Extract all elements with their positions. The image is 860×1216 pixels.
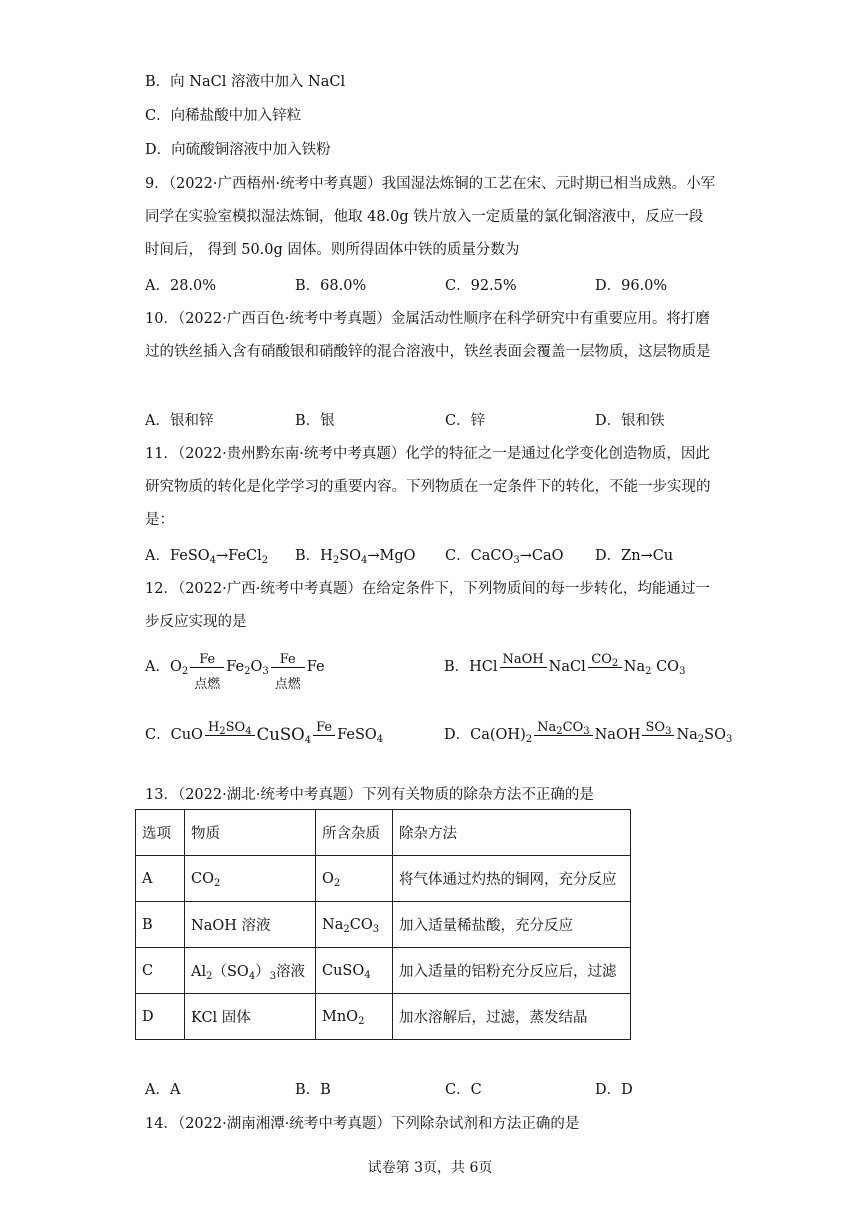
reaction-arrow: NaOH [500,652,547,677]
table-cell-method: 将气体通过灼热的铜网，充分反应 [393,856,631,902]
q12-option-c: C． CuO $H_2SO_4$ CuSO$_4$ Fe FeSO$_4$ [145,720,384,746]
table-cell-method: 加水溶解后，过滤，蒸发结晶 [393,994,631,1040]
table-cell-option: D [136,994,185,1040]
q13-option-d: D．D [595,1082,633,1098]
reaction-arrow: Fe 点燃 [190,652,224,677]
table-cell-option: B [136,902,185,948]
table-cell-impurity: $Na_2CO_3$ [316,902,393,948]
reaction-arrow: $Na_2CO_3$ [534,720,593,745]
table-cell-substance: $Al_2(SO_4)_3$溶液 [185,948,316,994]
q12-stem: 12．（2022·广西·统考中考真题）在给定条件下，下列物质间的每一步转化，均能通过一步反应实现的是 [145,581,710,630]
q12-option-a: A． $O_2$ Fe 点燃 $Fe_2O_3$ Fe 点燃 Fe [145,652,325,692]
q13-option-b: B．B [295,1082,331,1098]
q9-option-a: A．28.0% [145,278,217,294]
table-row [136,994,631,1040]
q13-stem: 13．（2022·湖北·统考中考真题）下列有关物质的除杂方法不正确的是 [145,787,594,803]
reaction-arrow: $CO_2$ [588,652,622,677]
table-cell-substance: NaOH 溶液 [185,902,316,948]
impurity-table [135,809,631,1040]
table-header-cell: 除杂方法 [393,810,631,856]
table-header-cell: 所含杂质 [316,810,393,856]
q10-option-b: B．银 [295,413,335,429]
table-cell-method: 加入适量稀盐酸，充分反应 [393,902,631,948]
table-header-cell: 选项 [136,810,185,856]
table-row [136,948,631,994]
reaction-arrow: $H_2SO_4$ [205,720,255,745]
q9-option-c: C．92.5% [445,278,517,294]
q10-stem: 10．（2022·广西百色·统考中考真题）金属活动性顺序在科学研究中有重要应用。将打磨过的铁丝插入含有硝酸银和硝酸锌的混合溶液中，铁丝表面会覆盖一层物质，这层物质是 [145,311,711,360]
page-footer: 试卷第 3页，共 6页 [367,1160,493,1176]
q11-option-d: D．Zn→Cu [595,548,674,564]
q8-option-d: D．向硫酸铜溶液中加入铁粉 [145,142,331,158]
table-cell-impurity: MnO$_2$ [316,994,393,1040]
q10-options [145,410,725,432]
q10-option-d: D．银和铁 [595,413,665,429]
reaction-arrow: Fe [313,720,335,745]
q9-option-d: D．96.0% [595,278,668,294]
reaction-arrow: Fe 点燃 [271,652,305,677]
q11-option-a: A．FeSO$_4$→FeCl$_2$ [145,548,269,566]
q14-stem: 14．（2022·湖南湘潭·统考中考真题）下列除杂试剂和方法正确的是 [145,1116,580,1132]
q9-option-b: B．68.0% [295,278,367,294]
q12-option-d: D． $Ca(OH)_2$ $Na_2CO_3$ NaOH $SO_3$ $Na_2SO_3$ [444,720,733,745]
q10-option-a: A．银和锌 [145,413,214,429]
table-cell-substance: KCl 固体 [185,994,316,1040]
table-cell-impurity: $O_2$ [316,856,393,902]
q8-option-b: B．向 NaCl 溶液中加入 NaCl [145,74,346,90]
q13-option-c: C．C [445,1082,482,1098]
table-row [136,856,631,902]
q13-options [145,1079,725,1101]
q13-option-a: A．A [145,1082,181,1098]
table-cell-impurity: CuSO$_4$ [316,948,393,994]
q9-stem: 9．（2022·广西梧州·统考中考真题）我国湿法炼铜的工艺在宋、元时期已相当成熟。小军同学在实验室模拟湿法炼铜，他取 48.0g 铁片放入一定质量的氯化铜溶液中，反应一段时间后， 得到 50.0g 固体。则所得固体中铁的质量分数为 [145,176,716,258]
table-cell-option: C [136,948,185,994]
reaction-arrow: $SO_3$ [642,720,674,745]
q12-option-b: B． HCl NaOH NaCl $CO_2$ $Na_2$ $CO_3$ [444,652,686,677]
table-cell-method: 加入适量的铝粉充分反应后，过滤 [393,948,631,994]
table-header-row [136,810,631,856]
table-header-cell: 物质 [185,810,316,856]
q11-stem: 11．（2022·贵州黔东南·统考中考真题）化学的特征之一是通过化学变化创造物质，因此研究物质的转化是化学学习的重要内容。下列物质在一定条件下的转化，不能一步实现的是： [145,446,711,528]
q10-option-c: C．锌 [445,413,486,429]
q11-option-c: C．CaCO$_3$→CaO [445,548,564,566]
q11-options [145,545,725,567]
q9-options [145,275,725,297]
table-row [136,902,631,948]
table-cell-option: A [136,856,185,902]
q11-option-b: B．$H_2SO_4\to MgO$ [295,548,416,566]
q8-option-c: C．向稀盐酸中加入锌粒 [145,108,302,124]
table-cell-substance: $CO_2$ [185,856,316,902]
